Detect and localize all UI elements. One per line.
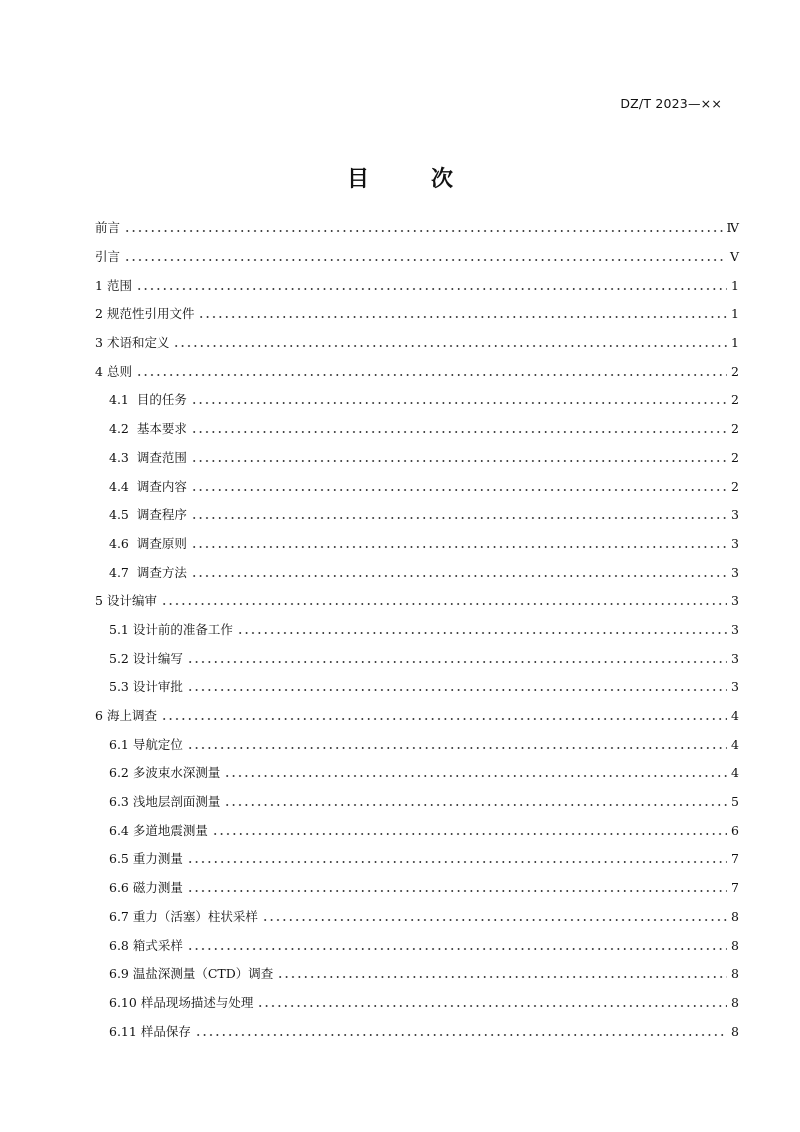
toc-entry-title: 调查程序 [136,507,187,523]
toc-entry-number: 6.7 [109,908,133,924]
toc-entry-page: 3 [731,535,739,551]
toc-entry-page: 2 [731,449,739,465]
toc-dot-leader [237,632,727,634]
toc-entry-title: 导航定位 [132,736,183,752]
toc-entry-number: 6.6 [109,880,133,896]
toc-entry-title: 规范性引用文件 [106,306,195,322]
toc-entry-number: 4.4 [109,478,137,494]
toc-entry-title: 范围 [106,277,132,293]
toc-entry-page: Ⅴ [729,249,739,265]
toc-entry-title: 设计编写 [132,650,183,666]
toc-entry[interactable] [95,472,739,501]
toc-entry-number: 5.1 [109,621,133,637]
toc-entry-title: 总则 [106,363,132,379]
toc-entry-page: 3 [731,621,739,637]
toc-entry[interactable] [95,759,739,788]
toc-entry-number: 4 [95,363,107,379]
toc-entry-page: 8 [731,908,739,924]
toc-entry-title: 箱式采样 [132,937,183,953]
toc-entry-number: 4.5 [109,507,137,523]
toc-entry-number: 4.3 [109,449,137,465]
toc-entry-title: 术语和定义 [106,335,170,351]
toc-entry[interactable] [95,558,739,587]
toc-entry[interactable] [95,1017,739,1046]
toc-dot-leader [191,489,727,491]
toc-entry[interactable] [95,587,739,616]
standard-code: DZ/T 2023—×× [620,96,722,111]
toc-entry-title: 海上调查 [106,708,157,724]
toc-dot-leader [187,689,727,691]
toc-entry-title: 磁力测量 [132,880,183,896]
toc-dot-leader [224,804,727,806]
toc-entry-title: 基本要求 [136,421,187,437]
toc-entry-title: 调查内容 [136,478,187,494]
toc-entry-page: 3 [731,564,739,580]
toc-entry-page: 4 [731,765,739,781]
toc-entry-page: 2 [731,363,739,379]
toc-entry-title: 调查范围 [136,449,187,465]
toc-entry-number: 6.1 [109,736,133,752]
toc-entry-page: 2 [731,421,739,437]
toc-dot-leader [161,718,727,720]
toc-entry-title: 样品保存 [140,1023,191,1039]
toc-entry-page: 8 [731,966,739,982]
toc-entry-title: 调查原则 [136,535,187,551]
toc-entry[interactable] [95,702,739,731]
toc-entry-number: 6.11 [109,1023,141,1039]
toc-dot-leader [124,259,726,261]
toc-dot-leader [187,890,727,892]
toc-entry-number: 6.3 [109,794,133,810]
toc-entry[interactable] [95,300,739,329]
toc-entry-title: 重力（活塞）柱状采样 [132,908,258,924]
toc-entry-title: 多道地震测量 [132,822,208,838]
toc-entry[interactable] [95,903,739,932]
toc-entry[interactable] [95,616,739,645]
toc-dot-leader [161,603,727,605]
toc-dot-leader [212,833,727,835]
toc-entry-page: Ⅳ [726,220,739,236]
toc-entry-number: 4.1 [109,392,137,408]
toc-entry[interactable] [95,386,739,415]
toc-entry-title: 调查方法 [136,564,187,580]
toc-entry-page: 7 [731,851,739,867]
toc-dot-leader [191,431,727,433]
toc-entry-page: 3 [731,593,739,609]
toc-entry-number: 1 [95,277,107,293]
toc-entry-page: 5 [731,794,739,810]
toc-dot-leader [191,402,727,404]
toc-entry-number: 5.3 [109,679,133,695]
toc-entry[interactable] [95,271,739,300]
toc-title: 目 次 [346,167,473,192]
toc-entry[interactable] [95,415,739,444]
toc-entry-page: 4 [731,736,739,752]
toc-entry-number: 3 [95,335,107,351]
toc-entry-page: 4 [731,708,739,724]
toc-entry-number: 6.9 [109,966,133,982]
toc-dot-leader [195,1034,727,1036]
toc-entry-number: 6.5 [109,851,133,867]
toc-dot-leader [257,1005,727,1007]
toc-entry-number: 6 [95,708,107,724]
toc-dot-leader [224,775,727,777]
toc-entry[interactable] [95,329,739,358]
toc-dot-leader [136,288,727,290]
toc-dot-leader [173,345,727,347]
toc-entry[interactable] [95,788,739,817]
toc-entry[interactable] [95,444,739,473]
toc-entry-title: 设计编审 [106,593,157,609]
toc-entry-page: 1 [731,306,739,322]
toc-entry-title: 浅地层剖面测量 [132,794,221,810]
toc-dot-leader [187,661,727,663]
toc-entry[interactable] [95,214,739,243]
toc-entry-page: 3 [731,507,739,523]
toc-entry-page: 8 [731,1023,739,1039]
toc-entry-page: 7 [731,880,739,896]
toc-entry[interactable] [95,874,739,903]
toc-entry-page: 1 [731,335,739,351]
toc-entry-title: 前言 [95,220,121,236]
toc-entry-number: 6.4 [109,822,133,838]
toc-entry[interactable] [95,644,739,673]
toc-dot-leader [198,316,727,318]
toc-dot-leader [191,546,727,548]
toc-dot-leader [191,575,727,577]
toc-entry-page: 8 [731,937,739,953]
toc-entry[interactable] [95,243,739,272]
toc-entry-title: 引言 [95,249,121,265]
toc-entry-number: 5 [95,593,107,609]
toc-entry[interactable] [95,530,739,559]
toc-entry-title: 目的任务 [136,392,187,408]
toc-dot-leader [262,919,727,921]
toc-entry[interactable] [95,845,739,874]
toc-entry-page: 2 [731,392,739,408]
toc-dot-leader [136,374,727,376]
toc-dot-leader [124,230,722,232]
toc-entry-title: 多波束水深测量 [132,765,221,781]
toc-entry[interactable] [95,816,739,845]
toc-entry-number: 5.2 [109,650,133,666]
toc-entry-page: 3 [731,650,739,666]
toc-entry-title: 温盐深测量（CTD）调查 [132,966,274,982]
toc-entry[interactable] [95,501,739,530]
toc-entry-title: 设计前的准备工作 [132,621,233,637]
toc-entry-page: 1 [731,277,739,293]
toc-entry-title: 设计审批 [132,679,183,695]
toc-dot-leader [191,517,727,519]
toc-dot-leader [187,861,727,863]
toc-dot-leader [191,460,727,462]
toc-dot-leader [277,976,727,978]
toc-dot-leader [187,948,727,950]
toc-entry-number: 6.8 [109,937,133,953]
toc-dot-leader [187,747,727,749]
toc-entry-number: 4.2 [109,421,137,437]
table-of-contents [95,214,739,1046]
toc-entry[interactable] [95,931,739,960]
toc-entry-page: 8 [731,994,739,1010]
toc-entry[interactable] [95,673,739,702]
toc-entry[interactable] [95,730,739,759]
toc-entry-title: 重力测量 [132,851,183,867]
toc-entry-title: 样品现场描述与处理 [140,994,254,1010]
toc-entry[interactable] [95,357,739,386]
toc-entry[interactable] [95,989,739,1018]
toc-entry-page: 2 [731,478,739,494]
toc-entry-page: 6 [731,822,739,838]
toc-entry-number: 6.2 [109,765,133,781]
toc-entry-number: 6.10 [109,994,141,1010]
toc-entry-number: 4.6 [109,535,137,551]
toc-entry-number: 4.7 [109,564,137,580]
toc-entry-page: 3 [731,679,739,695]
toc-entry-number: 2 [95,306,107,322]
toc-entry[interactable] [95,960,739,989]
